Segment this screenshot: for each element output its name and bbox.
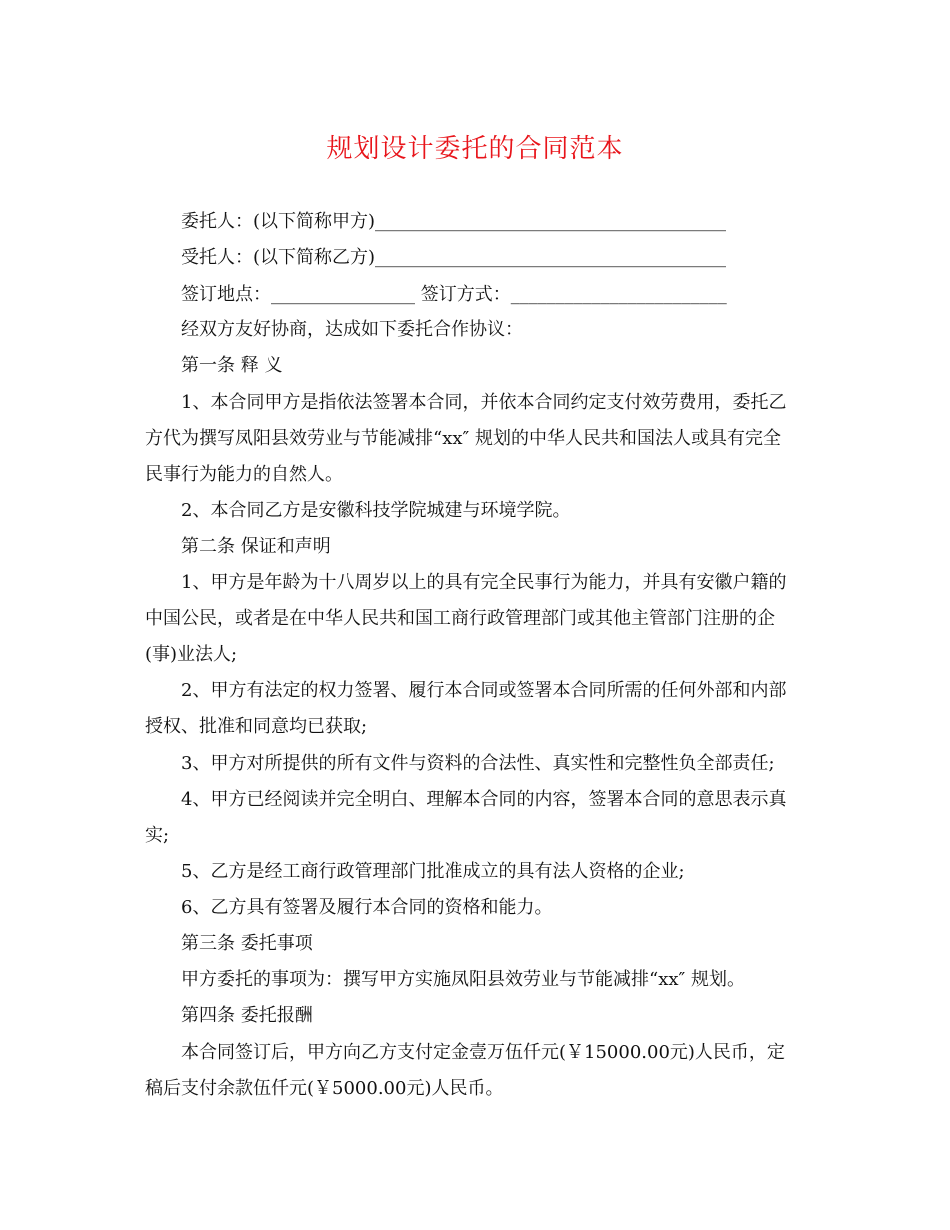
article-2-clause-4-line-1: 4、甲方已经阅读并完全明白、理解本合同的内容，签署本合同的意思表示真 (181, 789, 787, 810)
article-2-clause-5: 5、乙方是经工商行政管理部门批准成立的具有法人资格的企业; (181, 861, 685, 882)
article-2-heading: 第二条 保证和声明 (181, 536, 331, 557)
article-4-content-line-1: 本合同签订后，甲方向乙方支付定金壹万伍仟元(￥15000.00元)人民币，定 (181, 1042, 785, 1063)
signing-place-method-line: 签订地点：________________ 签订方式：________________________ (181, 284, 727, 305)
article-1-heading: 第一条 释 义 (181, 355, 283, 376)
preamble-line: 经双方友好协商，达成如下委托合作协议： (181, 319, 523, 340)
document-title: 规划设计委托的合同范本 (326, 134, 624, 164)
article-3-content: 甲方委托的事项为：撰写甲方实施凤阳县效劳业与节能减排“xx″ 规划。 (181, 969, 745, 990)
article-1-clause-2: 2、本合同乙方是安徽科技学院城建与环境学院。 (181, 500, 571, 521)
article-2-clause-3: 3、甲方对所提供的所有文件与资料的合法性、真实性和完整性负全部责任; (181, 753, 775, 774)
article-2-clause-2-line-2: 授权、批准和同意均已获取; (145, 716, 368, 737)
trustee-party-line: 受托人：(以下简称乙方)_______________________________________ (181, 247, 727, 268)
article-4-content-line-2: 稿后支付余款伍仟元(￥5000.00元)人民币。 (145, 1078, 504, 1099)
article-2-clause-6: 6、乙方具有签署及履行本合同的资格和能力。 (181, 897, 553, 918)
client-party-line: 委托人：(以下简称甲方)_______________________________________ (181, 211, 727, 232)
article-1-clause-1-line-2: 方代为撰写凤阳县效劳业与节能减排“xx″ 规划的中华人民共和国法人或具有完全 (145, 428, 781, 449)
article-2-clause-1-line-1: 1、甲方是年龄为十八周岁以上的具有完全民事行为能力，并具有安徽户籍的 (181, 572, 787, 593)
article-1-clause-1-line-3: 民事行为能力的自然人。 (145, 464, 343, 485)
article-2-clause-1-line-3: (事)业法人; (145, 644, 238, 665)
article-3-heading: 第三条 委托事项 (181, 933, 313, 954)
article-4-heading: 第四条 委托报酬 (181, 1005, 313, 1026)
article-1-clause-1-line-1: 1、本合同甲方是指依法签署本合同，并依本合同约定支付效劳费用，委托乙 (181, 392, 787, 413)
article-2-clause-2-line-1: 2、甲方有法定的权力签署、履行本合同或签署本合同所需的任何外部和内部 (181, 680, 787, 701)
article-2-clause-1-line-2: 中国公民，或者是在中华人民共和国工商行政管理部门或其他主管部门注册的企 (145, 608, 775, 629)
article-2-clause-4-line-2: 实; (145, 825, 170, 846)
